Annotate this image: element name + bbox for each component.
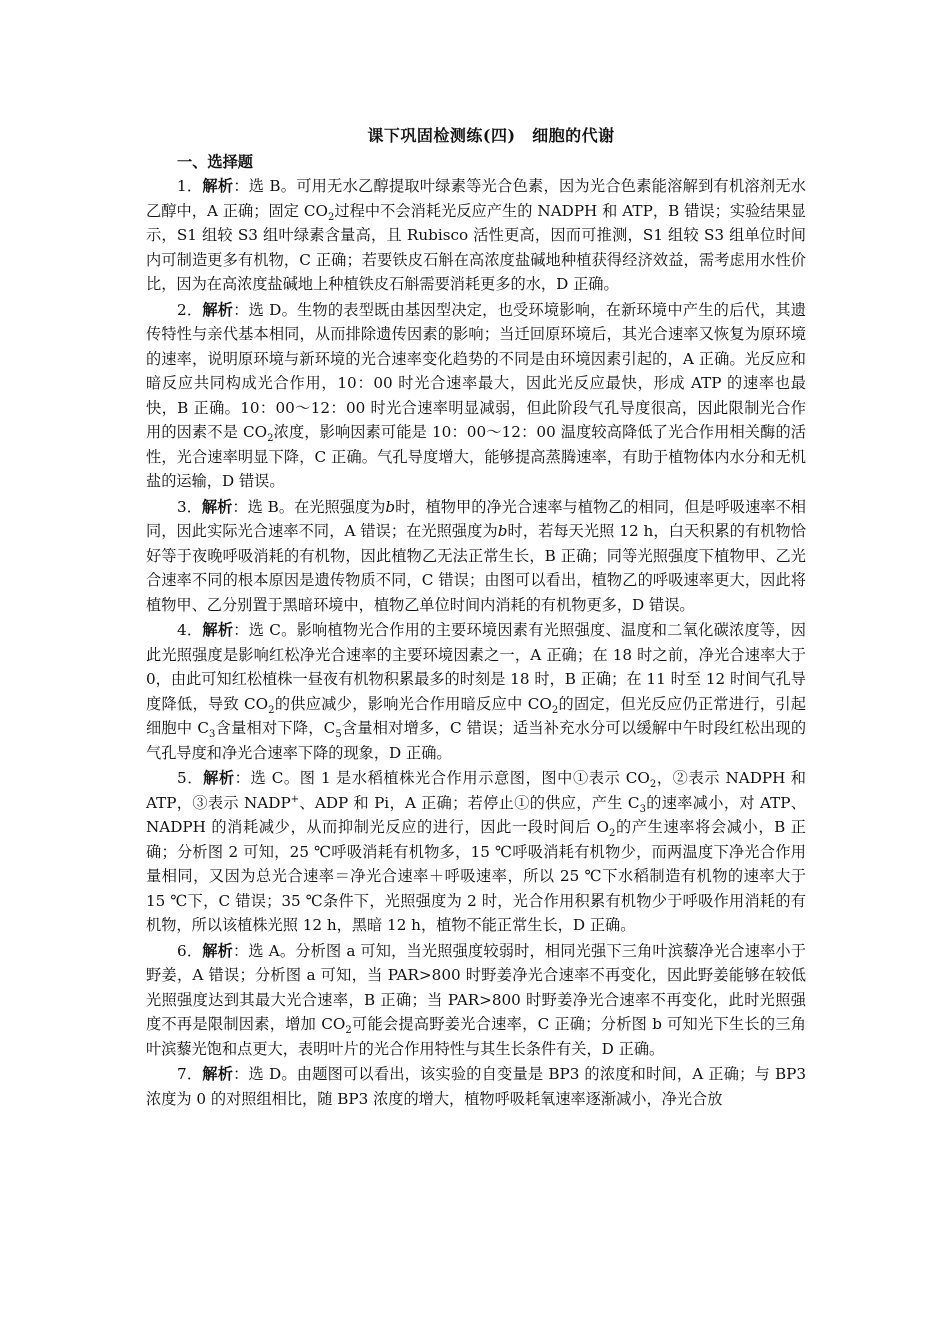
subscript: 2 <box>267 433 274 445</box>
answer-item-2 <box>146 298 806 494</box>
subscript: 3 <box>209 729 216 741</box>
answer-text: ：选 B。可用无水乙醇提取叶绿素等光合色素，因为光合色素能溶解到有机溶剂无水乙醇中，A 正确；固定 CO <box>146 177 806 220</box>
page-title: 课下巩固检测练(四) 细胞的代谢 <box>367 126 615 145</box>
item-number: 2． <box>177 300 203 319</box>
answer-text: ：选 B。在光照强度为 <box>232 497 386 516</box>
answer-item-4 <box>146 618 806 765</box>
answer-text: 含量相对增多，C 错误；适当补充水分可以缓解中午时段红松出现的气孔导度和净光合速率下降的现象，D 正确。 <box>146 719 807 762</box>
answer-text: 过程中不会消耗光反应产生的 NADPH 和 ATP，B 错误；实验结果显示，S1 组较 S3 组叶绿素含量高，且 Rubisco 活性更高，因而可推测，S1 组较 S3 组单位时间内可制造更多有机物，C 正确；若要铁皮石斛在高浓度盐碱地种植获得经济效益，需考虑用水性价比，因为在高浓度盐碱地上种植铁皮石斛需要消耗更多的水，D 正确。 <box>146 201 806 293</box>
answer-text: 含量相对下降，C <box>215 719 336 737</box>
answer-text: 的固定，但光反应仍正常进行，引起细胞中 C <box>146 694 807 737</box>
answer-text: 的供应减少，影响光合作用暗反应中 CO <box>274 694 552 713</box>
document-page <box>146 124 806 1111</box>
variable-italic: b <box>385 497 396 516</box>
answer-text: 时，植物甲的净光合速率与植物乙的相同，但是呼吸速率不相同，因此实际光合速率不同，A 错误；在光照强度为 <box>146 497 806 540</box>
answer-text: ：选 C。图 1 是水稻植株光合作用示意图，图中①表示 CO <box>234 769 650 787</box>
answer-item-7 <box>146 1062 806 1111</box>
superscript: + <box>290 793 300 805</box>
answer-text: 时，若每天光照 12 h，白天积累的有机物恰好等于夜晚呼吸消耗的有机物，因此植物乙无法正常生长，B 正确；同等光照强度下植物甲、乙光合速率不同的根本原因是遗传物质不同，C 错误；由图可以看出，植物乙的呼吸速率更大，因此将植物甲、乙分别置于黑暗环境中，植物乙单位时间内消耗的有机物更多，D 错误。 <box>146 522 806 614</box>
answer-text: ：选 C。影响植物光合作用的主要环境因素有光照强度、温度和二氧化碳浓度等，因此光照强度是影响红松净光合速率的主要环境因素之一，A 正确；在 18 时之前，净光合速率大于 0，由此可知红松植株一昼夜有机物积累最多的时刻是 18 时，B 正确；在 11 时至 12 时间气孔导度降低，导致 CO <box>146 621 806 713</box>
answer-item-3 <box>146 495 806 618</box>
subscript: 2 <box>551 704 559 716</box>
analysis-label: 解析 <box>202 177 234 195</box>
answer-text: ，②表示 NADPH 和 ATP，③表示 NADP <box>146 769 806 812</box>
answer-text: ：选 A。分析图 a 可知，当光照强度较弱时，相同光强下三角叶滨藜净光合速率小于野姜，A 错误；分析图 a 可知，当 PAR>800 时野姜净光合速率不再变化，因此野姜能够在较低光照强度达到其最大光合速率，B 正确；当 PAR>800 时野姜净光合速率不再变化，此时光照强度不再是限制因素，增加 CO <box>146 941 806 1033</box>
analysis-label: 解析 <box>203 769 235 787</box>
subscript: 2 <box>649 779 657 791</box>
analysis-label: 解析 <box>202 1065 234 1083</box>
subscript: 2 <box>327 211 335 223</box>
answer-text: ：选 D。生物的表型既由基因型决定，也受环境影响，在新环境中产生的后代，其遗传特性与亲代基本相同，从而排除遗传因素的影响；当迁回原环境后，其光合速率又恢复为原环境的速率，说明原环境与新环境的光合速率变化趋势的不同是由环境因素引起的，A 正确。光反应和暗反应共同构成光合作用，10：00 时光合速率最大，因此光反应最快，形成 ATP 的速率也最快，B 正确。10：00～12：00 时光合速率明显减弱，但此阶段气孔导度很高，因此限制光合作用的因素不是 CO <box>146 300 806 441</box>
answer-text: 浓度，影响因素可能是 10：00～12：00 温度较高降低了光合作用相关酶的活性，光合速率明显下降，C 正确。气孔导度增大，能够提高蒸腾速率，有助于植物体内水分和无机盐的运输，D 错误。 <box>146 423 806 490</box>
item-number: 6． <box>177 941 203 960</box>
subscript: 3 <box>639 803 646 815</box>
answer-item-5 <box>146 766 806 938</box>
analysis-label: 解析 <box>202 621 234 639</box>
variable-italic: b <box>497 522 508 540</box>
section-heading: 一、选择题 <box>177 152 253 171</box>
subscript: 5 <box>335 729 342 741</box>
answer-text: 的产生速率将会减小，B 正确；分析图 2 可知，25 ℃呼吸消耗有机物多，15 ℃呼吸消耗有机物少，而两温度下净光合作用量相同，又因为总光合速率＝净光合速率＋呼吸速率，所以 25 ℃下水稻制造有机物的速率大于 15 ℃下，C 错误；35 ℃条件下，光照强度为 2 时，光合作用积累有机物少于呼吸作用消耗的有机物，所以该植株光照 12 h，黑暗 12 h，植物不能正常生长，D 正确。 <box>146 818 806 934</box>
subscript: 2 <box>608 828 616 840</box>
answer-text: ：选 D。由题图可以看出，该实验的自变量是 BP3 的浓度和时间，A 正确；与 BP3 浓度为 0 的对照组相比，随 BP3 浓度的增大，植物呼吸耗氧速率逐渐减小，净光合放 <box>146 1065 807 1108</box>
item-number: 7． <box>177 1065 203 1083</box>
item-number: 4． <box>177 621 203 639</box>
subscript: 2 <box>345 1025 352 1037</box>
item-number: 5． <box>177 769 204 787</box>
analysis-label: 解析 <box>201 497 233 516</box>
answer-text: 、ADP 和 Pi，A 正确；若停止①的供应，产生 C <box>299 793 640 812</box>
analysis-label: 解析 <box>202 941 233 960</box>
item-number: 3． <box>177 497 202 516</box>
analysis-label: 解析 <box>202 300 234 319</box>
answer-item-6 <box>146 939 806 1062</box>
subscript: 2 <box>268 704 275 716</box>
answer-text: 可能会提高野姜光合速率，C 正确；分析图 b 可知光下生长的三角叶滨藜光饱和点更大，表明叶片的光合作用特性与其生长条件有关，D 正确。 <box>146 1015 806 1058</box>
item-number: 1． <box>177 177 203 195</box>
answer-text: 的速率减小，对 ATP、NADPH 的消耗减少，从而抑制光反应的进行，因此一段时间后 O <box>146 793 806 836</box>
answer-item-1 <box>146 174 806 297</box>
